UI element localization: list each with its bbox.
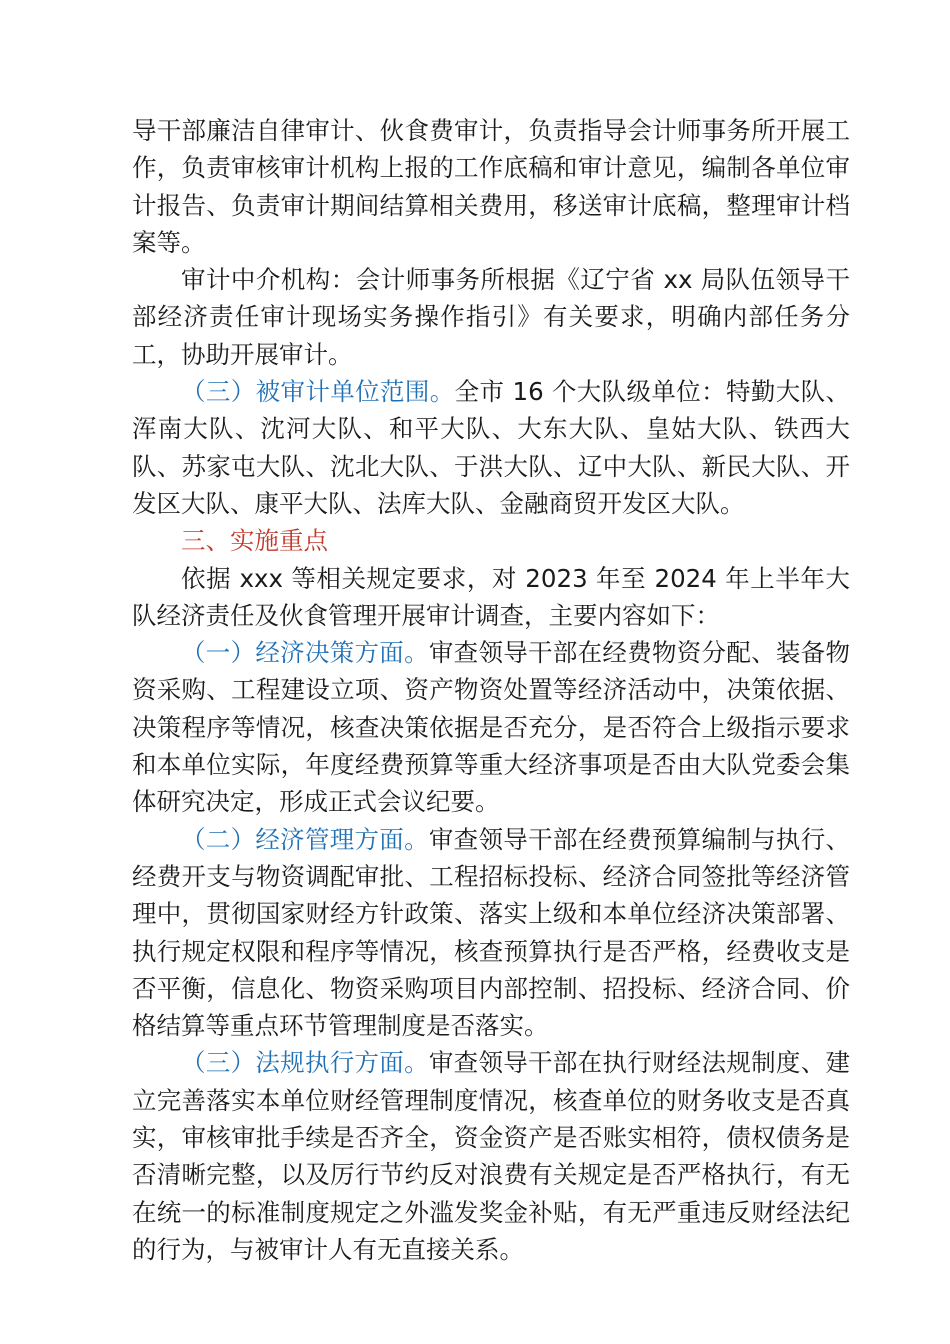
subheading-audited-units: （三）被审计单位范围。	[181, 377, 455, 407]
document-page	[132, 112, 850, 1268]
economic-management-body: 审查领导干部在经费预算编制与执行、经费开支与物资调配审批、工程招标投标、经济合同签批等经济管理中，贯彻国家财经方针政策、落实上级和本单位经济决策部署、执行规定权限和程序等情况，核查预算执行是否严格，经费收支是否平衡，信息化、物资采购项目内部控制、招投标、经济合同、价格结算等重点环节管理制度是否落实。	[132, 824, 851, 1041]
subheading-economic-management: （二）经济管理方面。	[181, 824, 429, 854]
paragraph-economic-management	[132, 821, 850, 1045]
paragraph-audited-units	[132, 373, 850, 522]
paragraph-responsibilities-cont: 导干部廉洁自律审计、伙食费审计，负责指导会计师事务所开展工作，负责审核审计机构上报的工作底稿和审计意见，编制各单位审计报告、负责审计期间结算相关费用，移送审计底稿，整理审计档案等。	[132, 116, 850, 257]
subheading-economic-decision: （一）经济决策方面。	[181, 638, 429, 668]
paragraph-economic-decision	[132, 634, 850, 820]
audited-units-body: 全市 16 个大队级单位：特勤大队、浑南大队、沈河大队、和平大队、大东大队、皇姑大队、铁西大队、苏家屯大队、沈北大队、于洪大队、辽中大队、新民大队、开发区大队、康平大队、法库大队、金融商贸开发区大队。	[132, 377, 850, 518]
paragraph-audit-agency: 审计中介机构：会计师事务所根据《辽宁省 xx 局队伍领导干部经济责任审计现场实务操作指引》有关要求，明确内部任务分工，协助开展审计。	[132, 265, 850, 369]
subheading-regulation-enforcement: （三）法规执行方面。	[181, 1048, 429, 1078]
section-title-implementation-focus: 三、实施重点	[181, 526, 328, 556]
economic-decision-body: 审查领导干部在经费物资分配、装备物资采购、工程建设立项、资产物资处置等经济活动中，决策依据、决策程序等情况，核查决策依据是否充分，是否符合上级指示要求和本单位实际，年度经费预算等重大经济事项是否由大队党委会集体研究决定，形成正式会议纪要。	[132, 638, 851, 817]
regulation-enforcement-body: 审查领导干部在执行财经法规制度、建立完善落实本单位财经管理制度情况，核查单位的财务收支是否真实，审核审批手续是否齐全，资金资产是否账实相符，债权债务是否清晰完整，以及厉行节约反对浪费有关规定是否严格执行，有无在统一的标准制度规定之外滥发奖金补贴，有无严重违反财经法纪的行为，与被审计人有无直接关系。	[132, 1048, 851, 1264]
paragraph-basis: 依据 xxx 等相关规定要求，对 2023 年至 2024 年上半年大队经济责任及伙食管理开展审计调查，主要内容如下：	[132, 563, 850, 630]
paragraph-regulation-enforcement	[132, 1044, 850, 1268]
